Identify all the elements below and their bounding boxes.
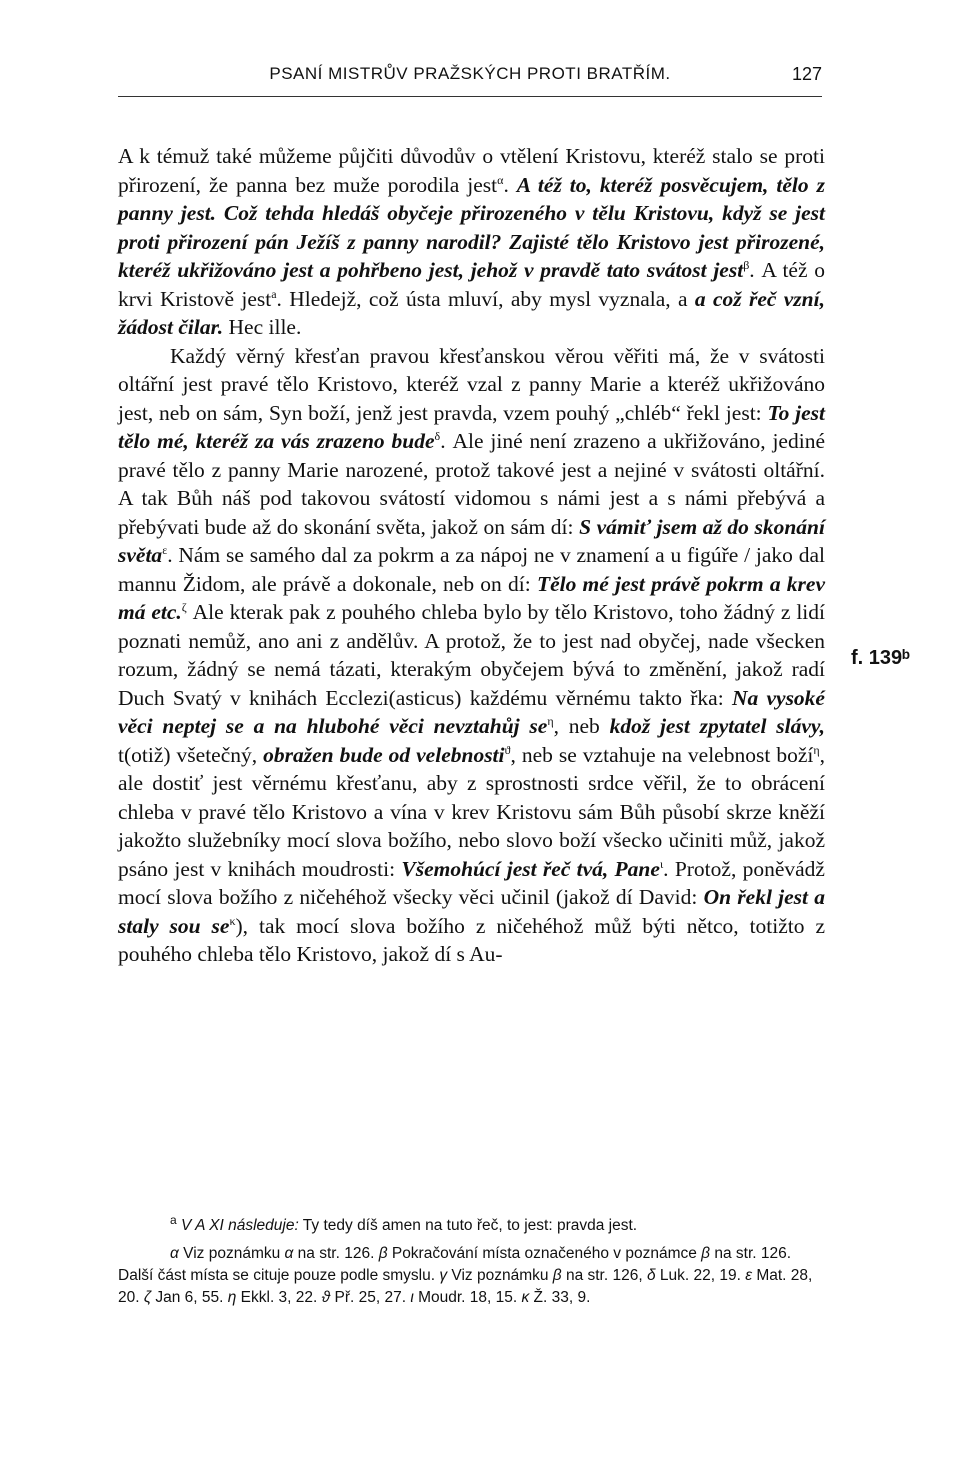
note-marker: κ — [521, 1289, 530, 1306]
variant-lemma: V A XI následuje: — [181, 1217, 299, 1234]
note-marker: γ — [439, 1267, 448, 1284]
note-ref: α — [284, 1245, 294, 1262]
note-text: Luk. 22, 19. — [655, 1267, 746, 1284]
paragraph-1 — [118, 142, 825, 342]
note-marker: ϑ — [321, 1289, 331, 1306]
text-run: . Ale jiné není zrazeno a ukřižováno, jediné pravé tělo z panny Marie narozené, protož takové jest a nejiné v svátosti oltářní. A tak Bůh náš pod takovou svátostí vidomou s námi jest a s námi přebývá a přebývati bude až do skonání světa, jakož on sám dí: — [118, 429, 825, 539]
note-text: na str. 126, — [561, 1267, 647, 1284]
variant-marker: a — [170, 1212, 177, 1227]
note-ref: β — [701, 1245, 711, 1262]
italic-quote: On řekl jest a staly sou se — [118, 885, 825, 938]
italic-quote: a což řeč vzní, žádost čilar. — [118, 286, 825, 339]
note-text: Viz poznámku — [447, 1267, 553, 1284]
main-text — [118, 142, 825, 969]
variant-marker: a — [271, 286, 277, 301]
text-run: , ale dostiť jest věrnému křesťanu, aby z sprostnosti srdce věřil, že to obrácení chleba v pravé tělo Kristovo a vína v krev Kristovu sám Bůh působí skrze kněží jakožto služebníky mocí slova božího, nebo slovo boží všecko učiniti můž, jakož psáno jest v knihách moudrosti: — [118, 742, 825, 881]
page-number: 127 — [791, 64, 822, 84]
footnote-marker: α — [497, 172, 504, 187]
paragraph-2 — [118, 342, 825, 969]
header-rule — [118, 96, 822, 97]
variant-note — [118, 1212, 825, 1237]
text-run: Hec ille. — [223, 315, 302, 339]
footnote-marker: ζ — [181, 599, 187, 614]
note-text: Jan 6, 55. — [151, 1289, 228, 1306]
text-run: , neb se vztahuje na velebnost boží — [510, 742, 814, 767]
note-text: Ž. 33, 9. — [529, 1289, 591, 1306]
text-run: t(otiž) všetečný, — [118, 742, 264, 767]
footnote-marker: ε — [162, 542, 168, 557]
text-run: Každý věrný křesťan pravou křesťanskou věrou věřiti má, že v svátosti oltářní jest pravé tělo Kristovo, kteréž vzal z panny Marie a kteréž ukřižováno jest, neb on sám, Syn boží, jenž jest pravda, vzem pouhý „chléb“ řekl jest: — [118, 343, 825, 425]
italic-quote: S vámiť jsem až do skonání světa — [118, 514, 825, 567]
note-text: na str. 126. Další část místa se cituje pouze podle smyslu. — [118, 1245, 792, 1284]
italic-quote: obražen bude od velebnosti — [263, 742, 505, 767]
note-text: Moudr. 18, 15. — [413, 1289, 522, 1306]
folio-margin-note: f. 139ᵇ — [851, 647, 910, 669]
italic-quote: kdož jest zpytatel slávy, — [609, 714, 825, 738]
note-text: Viz poznámku — [178, 1245, 285, 1262]
footnote-marker: κ — [229, 913, 236, 928]
text-run: . Protož, poněvádž mocí slova božího z ničehéhož všecky věci učinil (jakož dí David: — [118, 856, 825, 909]
text-run: . Nám se samého dal za pokrm a za nápoj ne v znamení a u figúře / jako dal mannu Židom, ale právě a dokonale, neb on dí: — [118, 543, 825, 596]
note-marker: β — [378, 1245, 388, 1262]
text-run: ), tak mocí slova božího z ničehéhož můž býti nětco, totižto z pouhého chleba tělo Kristovo, jakož dí s Au- — [118, 913, 825, 966]
running-title: PSANÍ MISTRŮV PRAŽSKÝCH PROTI BRATŘÍM. — [269, 64, 671, 83]
footnote-marker: ι — [659, 856, 664, 871]
note-ref: β — [552, 1267, 562, 1284]
note-marker: ι — [410, 1289, 414, 1306]
source-notes — [118, 1243, 825, 1309]
italic-quote: Všemohúcí jest řeč tvá, Pane — [401, 856, 660, 881]
note-text: Př. 25, 27. — [330, 1289, 411, 1306]
variant-text: Ty tedy díš amen na tuto řeč, to jest: pravda jest. — [298, 1217, 638, 1234]
running-header — [118, 64, 822, 94]
footnote-marker: η — [547, 713, 554, 728]
text-run: , neb — [553, 714, 610, 738]
note-text: Mat. 28, 20. — [118, 1267, 813, 1306]
note-marker: ε — [745, 1267, 753, 1284]
text-run: . Hledejž, což ústa mluví, aby mysl vyznala, a — [276, 286, 695, 311]
italic-quote: Tělo mé jest právě pokrm a krev má etc. — [118, 571, 825, 624]
footnote-marker: β — [743, 257, 750, 272]
italic-quote: Na vysoké věci neptej se a na hlubohé věci nevztahůj se — [118, 685, 825, 738]
note-text: Ekkl. 3, 22. — [236, 1289, 322, 1306]
critical-apparatus — [118, 1212, 825, 1309]
italic-quote: A též to, kteréž posvěcujem, tělo z panny jest. Což tehda hledáš obyčeje přirozeného v tělu Kristovu, když se jest proti přirození pán Ježíš z panny narodil? Zajisté tělo Kristovo jest přirozené, kteréž ukřižováno jest a pohřbeno jest, jehož v pravdě tato svátost jest — [118, 172, 825, 282]
note-marker: η — [227, 1289, 237, 1306]
text-run: . — [503, 172, 517, 197]
note-marker: δ — [646, 1267, 656, 1284]
footnote-marker: η — [813, 742, 820, 757]
note-marker: ζ — [143, 1289, 152, 1306]
italic-quote: To jest tělo mé, kteréž za vás zrazeno bude — [118, 400, 825, 453]
text-run: Ale kterak pak z pouhého chleba bylo by tělo Kristovo, toho žádný z lidí poznati nemůž, ano ani z andělův. A protož, že to jest nad obyčej, nade všecken rozum, žádný se nemá tázati, kterakým obyčejem bývá to změnění, jakož radí Duch Svatý v knihách Ecclezi(asticus) každému věrnému takto řka: — [118, 600, 825, 710]
footnote-marker: δ — [434, 428, 441, 443]
note-text: Pokračování místa označeného v poznámce — [387, 1245, 702, 1262]
text-run: A k témuž také můžeme půjčiti důvodův o vtělení Kristovu, kteréž stalo se proti přirození, že panna bez muže porodila jest — [118, 144, 825, 197]
note-text: na str. 126. — [293, 1245, 379, 1262]
footnote-marker: ϑ — [504, 742, 511, 757]
text-run: . A též o krvi Kristově jest — [118, 258, 825, 311]
note-marker: α — [170, 1245, 179, 1262]
